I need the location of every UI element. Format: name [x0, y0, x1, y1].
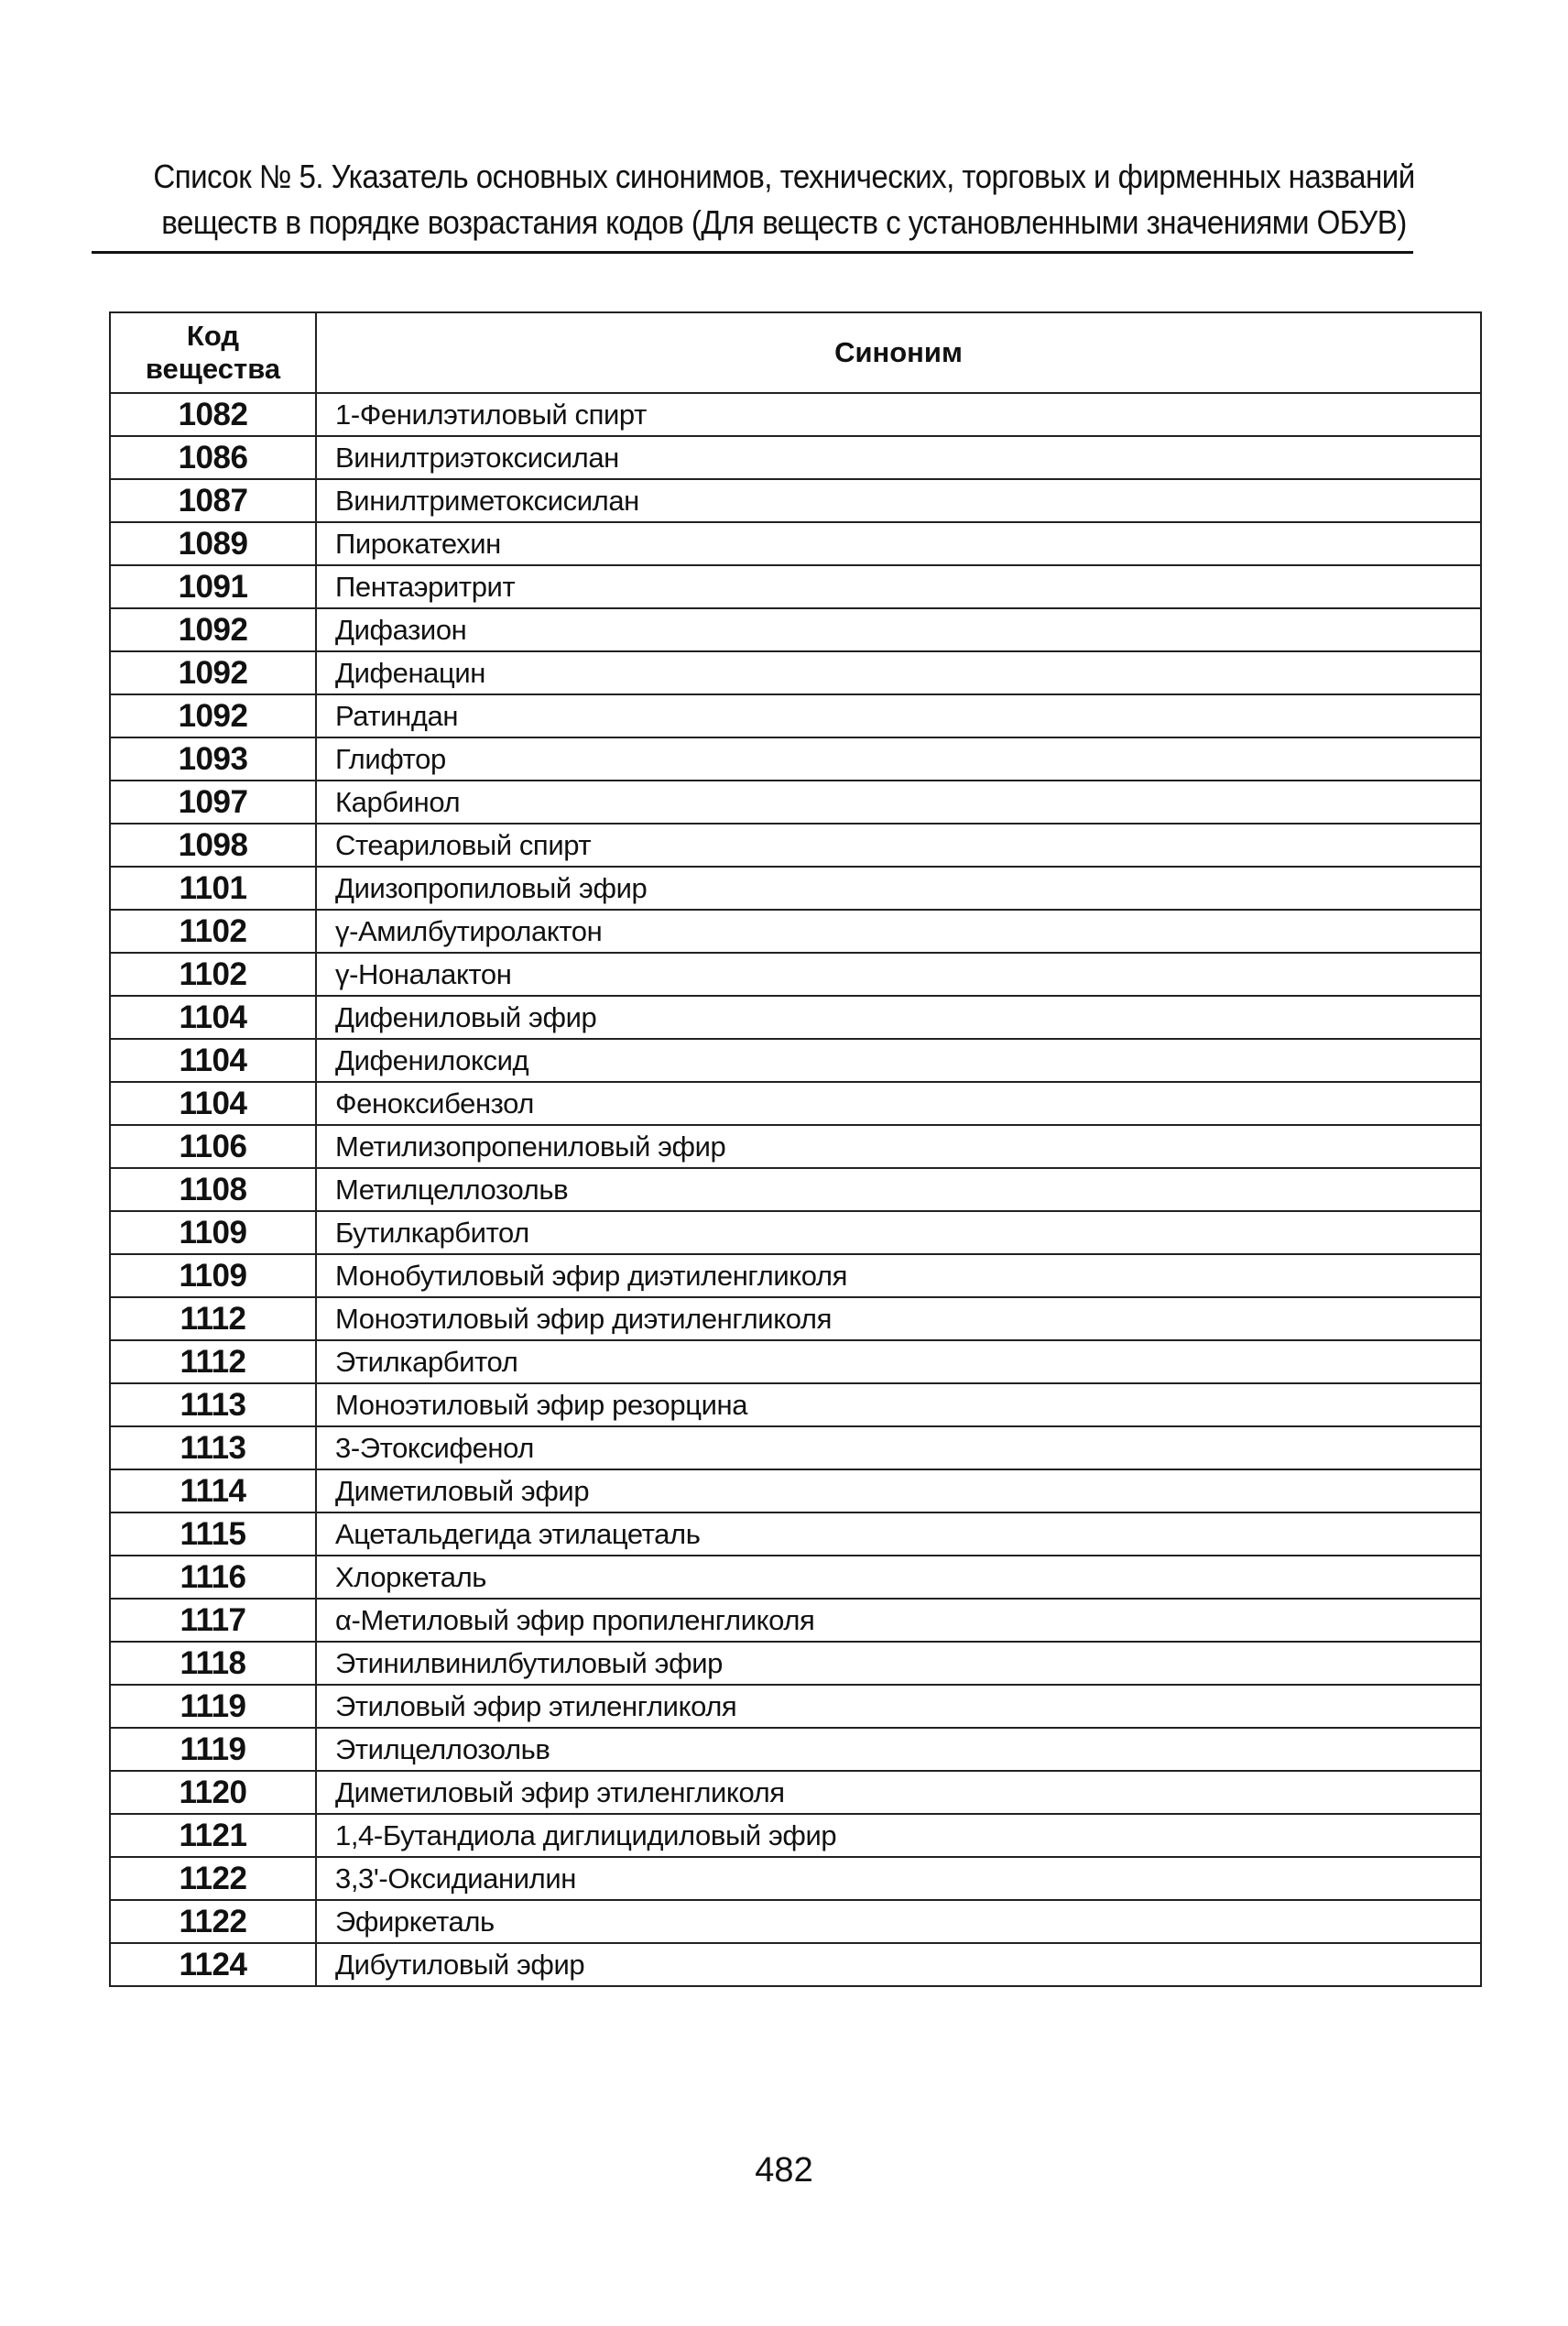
table-row	[110, 651, 1481, 694]
substance-code-cell: 1097	[110, 781, 316, 824]
synonym-cell: Эфиркеталь	[316, 1900, 1481, 1943]
substance-code-cell: 1101	[110, 867, 316, 910]
synonym-cell: Пирокатехин	[316, 522, 1481, 565]
column-header-code	[110, 312, 316, 393]
substance-code-cell: 1104	[110, 1039, 316, 1082]
table-row	[110, 953, 1481, 996]
table-row	[110, 393, 1481, 436]
substance-code-cell: 1102	[110, 953, 316, 996]
synonym-cell: Этинилвинилбутиловый эфир	[316, 1642, 1481, 1685]
synonym-cell: Винилтриэтоксисилан	[316, 436, 1481, 479]
table-row	[110, 1426, 1481, 1469]
synonym-cell: Диметиловый эфир этиленгликоля	[316, 1771, 1481, 1814]
synonym-cell: Этилцеллозольв	[316, 1728, 1481, 1771]
table-row	[110, 1512, 1481, 1556]
synonym-cell: Дибутиловый эфир	[316, 1943, 1481, 1986]
synonym-cell: Моноэтиловый эфир резорцина	[316, 1383, 1481, 1426]
table-row	[110, 479, 1481, 522]
synonym-cell: γ-Амилбутиролактон	[316, 910, 1481, 953]
synonym-cell: Ацетальдегида этилацеталь	[316, 1512, 1481, 1556]
synonym-cell: Монобутиловый эфир диэтиленгликоля	[316, 1254, 1481, 1297]
synonym-cell: α-Метиловый эфир пропиленгликоля	[316, 1599, 1481, 1642]
table-row	[110, 1599, 1481, 1642]
table-row	[110, 1857, 1481, 1900]
synonym-cell: Дифениловый эфир	[316, 996, 1481, 1039]
table-row	[110, 824, 1481, 867]
substance-code-cell: 1109	[110, 1211, 316, 1254]
substance-code-cell: 1092	[110, 694, 316, 737]
table-row	[110, 1771, 1481, 1814]
substance-code-cell: 1117	[110, 1599, 316, 1642]
synonym-cell: Дифазион	[316, 608, 1481, 651]
table-row	[110, 436, 1481, 479]
table-row	[110, 1211, 1481, 1254]
table-row	[110, 1297, 1481, 1340]
substance-code-cell: 1122	[110, 1857, 316, 1900]
table-row	[110, 737, 1481, 781]
substance-code-cell: 1104	[110, 1082, 316, 1125]
synonym-cell: Винилтриметоксисилан	[316, 479, 1481, 522]
synonym-cell: Дифенилоксид	[316, 1039, 1481, 1082]
synonym-cell: Моноэтиловый эфир диэтиленгликоля	[316, 1297, 1481, 1340]
substance-code-cell: 1113	[110, 1426, 316, 1469]
table-row	[110, 1556, 1481, 1599]
synonym-cell: Диизопропиловый эфир	[316, 867, 1481, 910]
synonym-cell: Диметиловый эфир	[316, 1469, 1481, 1512]
table-row	[110, 1383, 1481, 1426]
substance-code-cell: 1116	[110, 1556, 316, 1599]
synonym-cell: 1,4-Бутандиола диглицидиловый эфир	[316, 1814, 1481, 1857]
substance-code-cell: 1092	[110, 608, 316, 651]
table-row	[110, 1728, 1481, 1771]
page-title	[144, 154, 1424, 246]
synonym-cell: Феноксибензол	[316, 1082, 1481, 1125]
substance-code-cell: 1102	[110, 910, 316, 953]
table-body	[110, 393, 1481, 1986]
table-row	[110, 781, 1481, 824]
table-row	[110, 1943, 1481, 1986]
substance-code-cell: 1115	[110, 1512, 316, 1556]
substance-code-cell: 1106	[110, 1125, 316, 1168]
substance-code-cell: 1104	[110, 996, 316, 1039]
table-row	[110, 1039, 1481, 1082]
column-header-code-line2: вещества	[145, 353, 281, 385]
synonym-cell: Этилкарбитол	[316, 1340, 1481, 1383]
column-header-synonym: Синоним	[316, 312, 1481, 393]
substance-code-cell: 1119	[110, 1685, 316, 1728]
substance-code-cell: 1087	[110, 479, 316, 522]
synonym-cell: 3-Этоксифенол	[316, 1426, 1481, 1469]
table-row	[110, 1254, 1481, 1297]
synonym-cell: Карбинол	[316, 781, 1481, 824]
substance-code-cell: 1109	[110, 1254, 316, 1297]
substance-code-cell: 1093	[110, 737, 316, 781]
table-row	[110, 522, 1481, 565]
substance-code-cell: 1121	[110, 1814, 316, 1857]
table-row	[110, 1814, 1481, 1857]
title-underline	[92, 251, 1413, 254]
title-line-2: веществ в порядке возрастания кодов (Для веществ с установленными значениями ОБУВ)	[161, 203, 1407, 241]
synonym-cell: Пентаэритрит	[316, 565, 1481, 608]
synonym-cell: Дифенацин	[316, 651, 1481, 694]
synonym-cell: 1-Фенилэтиловый спирт	[316, 393, 1481, 436]
synonym-cell: Этиловый эфир этиленгликоля	[316, 1685, 1481, 1728]
table-row	[110, 1469, 1481, 1512]
substance-code-cell: 1082	[110, 393, 316, 436]
table-row	[110, 1642, 1481, 1685]
synonym-cell: Глифтор	[316, 737, 1481, 781]
substance-code-cell: 1118	[110, 1642, 316, 1685]
synonym-cell: 3,3'-Оксидианилин	[316, 1857, 1481, 1900]
substance-code-cell: 1089	[110, 522, 316, 565]
substance-code-cell: 1092	[110, 651, 316, 694]
substance-code-cell: 1112	[110, 1297, 316, 1340]
table-row	[110, 1685, 1481, 1728]
synonym-cell: Бутилкарбитол	[316, 1211, 1481, 1254]
substance-code-cell: 1122	[110, 1900, 316, 1943]
table-row	[110, 608, 1481, 651]
table-row	[110, 565, 1481, 608]
substance-code-cell: 1124	[110, 1943, 316, 1986]
page-number: 482	[755, 2151, 813, 2189]
table-row	[110, 1900, 1481, 1943]
substance-code-cell: 1112	[110, 1340, 316, 1383]
synonym-cell: Метилизопропениловый эфир	[316, 1125, 1481, 1168]
table-row	[110, 1082, 1481, 1125]
substance-code-cell: 1098	[110, 824, 316, 867]
synonym-cell: Ратиндан	[316, 694, 1481, 737]
table-row	[110, 1340, 1481, 1383]
substance-code-cell: 1108	[110, 1168, 316, 1211]
substance-code-cell: 1086	[110, 436, 316, 479]
substance-code-cell: 1120	[110, 1771, 316, 1814]
table-row	[110, 867, 1481, 910]
synonym-table	[109, 311, 1482, 1987]
synonym-cell: Стеариловый спирт	[316, 824, 1481, 867]
table-row	[110, 910, 1481, 953]
table-row	[110, 1168, 1481, 1211]
substance-code-cell: 1091	[110, 565, 316, 608]
table-header-row	[110, 312, 1481, 393]
substance-code-cell: 1114	[110, 1469, 316, 1512]
substance-code-cell: 1119	[110, 1728, 316, 1771]
substance-code-cell: 1113	[110, 1383, 316, 1426]
table-row	[110, 1125, 1481, 1168]
column-header-code-line1: Код	[186, 320, 240, 352]
table-row	[110, 996, 1481, 1039]
synonym-cell: Метилцеллозольв	[316, 1168, 1481, 1211]
title-line-1: Список № 5. Указатель основных синонимов, технических, торговых и фирменных названий	[153, 158, 1415, 195]
synonym-cell: Хлоркеталь	[316, 1556, 1481, 1599]
synonym-cell: γ-Ноналактон	[316, 953, 1481, 996]
table-row	[110, 694, 1481, 737]
